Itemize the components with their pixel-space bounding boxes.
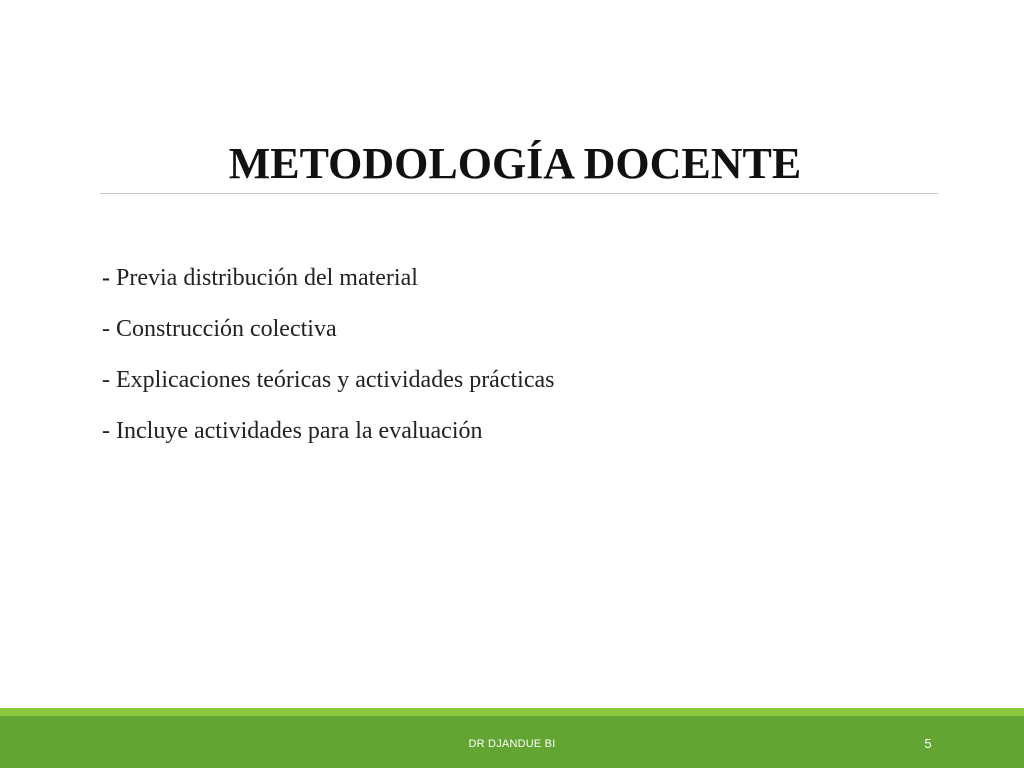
- bullet-text: Previa distribución del material: [110, 265, 418, 291]
- bullet-item: [102, 311, 554, 362]
- bullet-dash: -: [102, 367, 110, 393]
- bullet-item: [102, 362, 554, 413]
- bullet-text: Construcción colectiva: [110, 316, 337, 342]
- title-divider: [100, 193, 938, 194]
- bullet-list: [102, 260, 554, 464]
- footer-author: DR DJANDUE BI: [468, 738, 556, 750]
- bullet-text: Explicaciones teóricas y actividades prácticas: [110, 367, 555, 393]
- footer-accent-stripe: [0, 708, 1024, 716]
- bullet-dash: -: [102, 418, 110, 444]
- bullet-item: [102, 413, 554, 464]
- bullet-text: Incluye actividades para la evaluación: [110, 418, 483, 444]
- bullet-dash: -: [102, 265, 110, 291]
- bullet-item: [102, 260, 554, 311]
- page-number: 5: [924, 736, 932, 751]
- slide-title: METODOLOGÍA DOCENTE: [228, 139, 802, 188]
- bullet-dash: -: [102, 316, 110, 342]
